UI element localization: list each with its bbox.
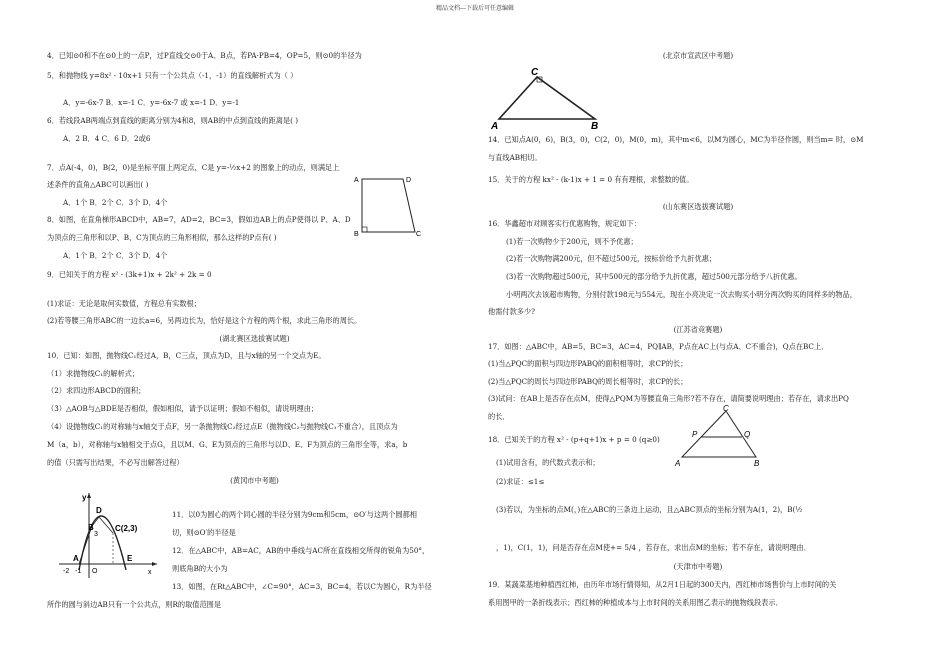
parabola-label-a: A [73, 554, 79, 563]
question-18-part3-line1: (3)若以，为坐标的点M(，)在△ABC的三条边上运动，且△ABC顶点的坐标分别为A(1，2)，B(½ [496, 505, 803, 514]
question-16-rule2: (2)若一次购物满200元，但不超过500元，按标价给予九折优惠； [506, 254, 717, 263]
question-5: 5．和抛物线 y=8x² - 10x+1 只有一个公共点（-1，-1）的直线解析式为（ ） [47, 71, 298, 80]
triangle-label-c: C [531, 67, 539, 78]
question-18: 18．已知关于的方程 x² - (p+q+1)x + p = 0 (q≥0) [488, 435, 660, 444]
trapezoid-label-a: A [354, 177, 359, 184]
question-10: 10．已知：如图，抛物线C₁经过A，B，C三点，顶点为D，且与x轴的另一个交点为E。 [47, 351, 326, 360]
trapezoid-figure [350, 170, 425, 240]
question-8-line2: 为顶点的三角形和以P、B、C为顶点的三角形相似，那么这样的P点有( ) [47, 233, 277, 242]
question-18-part2: (2)求证：≤1≤ [496, 477, 545, 486]
question-18-part1: (1)试用含有，的代数式表示和； [496, 458, 600, 467]
triangle-label-b: B [591, 121, 599, 132]
figure-label-b: B [754, 459, 760, 468]
axis-label-y: y [82, 493, 87, 502]
question-16-line4: 小明两次去该超市购物，分别付款198元与554元，现在小亮决定一次去购买小明分两次购买的同样多的物品， [506, 290, 857, 299]
question-8-options: A．1个 B．2个 C．3个 D．4个 [63, 251, 168, 260]
right-triangle-figure [485, 65, 610, 135]
question-10-part4-line2: M（a，b），对称轴与x轴相交于点G，且以M、G、E为顶点的三角形与以D、E、F为顶点的三角形全等，求a，b [47, 440, 408, 449]
question-11-line1: 11．以0为圆心的两个同心圆的半径分别为9cm和5cm，⊙O′与这两个圆都相 [172, 510, 417, 519]
question-14-line1: 14．已知点A(0，6)，B(3，0)，C(2，0)，M(0，m)，其中m<6，以M为圆心，MC为半径作圆，则当m= 时，⊙M [488, 135, 864, 144]
question-19-line2: 系用图甲的一条折线表示；西红柿的种植成本与上市时间的关系用图乙表示的抛物线段表示． [488, 598, 783, 607]
question-7-line1: 7．点A(-4，0)，B(2，0)是坐标平面上两定点，C是 y=-½x+2 的图象上的动点，则满足上 [47, 163, 340, 172]
question-14-line2: 与直线AB相切。 [488, 153, 542, 162]
parabola-label-3: 3 [94, 531, 98, 538]
question-16-rule1: (1)若一次购物少于200元，则不予优惠； [506, 237, 638, 246]
parabola-label-d: D [96, 506, 102, 515]
figure-label-a: A [675, 459, 681, 468]
question-10-part3: （3）△AOB与△BDE是否相似，假如相似，请予以证明；假如不相似，请说明理由； [47, 404, 319, 413]
parabola-figure [55, 490, 160, 580]
question-12-line1: 12．在△ABC中，AB=AC，AB的中垂线与AC所在直线相交所得的锐角为50°， [172, 546, 430, 555]
question-13-line1: 13．如图，在Rt△ABC中，∠C=90°，AC=3，BC=4，若以C为圆心，R为半径 [172, 582, 432, 591]
question-16: 16．华鑫超市对顾客实行优惠购物，规定如下： [488, 219, 641, 228]
figure-label-q: Q [744, 430, 751, 439]
question-13-line2: 所作的圆与斜边AB只有一个公共点，则R的取值范围是 [47, 600, 222, 609]
source-jiangsu: (江苏省竞赛题) [673, 325, 723, 334]
question-7-options: A．1个 B．2个 C．3个 D．4个 [63, 198, 168, 207]
axis-label-x: x [148, 569, 152, 576]
pq-triangle-figure [668, 405, 768, 470]
question-10-part2: （2）求四边形ABCD的面积； [47, 386, 146, 395]
question-11-line2: 切，则⊙O′的半径是 [172, 528, 236, 537]
tick-label-minus2: -2 [63, 568, 70, 575]
question-16-rule3: (3)若一次购物超过500元，其中500元的部分给予九折优惠，超过500元部分给予八折优惠。 [506, 272, 802, 281]
question-6: 6．若线段AB两端点到直线的距离分别为4和8，则AB的中点到直线的距离是( ) [47, 116, 298, 125]
source-tianjin: (天津市中考题) [673, 562, 723, 571]
question-17-part1: (1)当△PQC的面积与四边形PABQ的面积相等时，求CP的长； [488, 359, 688, 368]
question-9: 9．已知关于的方程 x² - (3k+1)x + 2k² + 2k = 0 [47, 270, 212, 279]
question-18-part3-line2: ，1)，C(1，1)，问是否存在点M使+= 5/4 ，若存在，求出点M的坐标；若不存在，请说明理由． [496, 543, 811, 552]
triangle-label-a: A [491, 121, 499, 132]
question-15: 15．关于的方程 kx² - (k-1)x + 1 = 0 有有理根，求整数的值。 [488, 175, 694, 184]
trapezoid-label-b: B [354, 231, 359, 238]
trapezoid-label-d: D [406, 177, 412, 184]
figure-label-p: P [692, 430, 698, 439]
question-10-part4-line3: 的值（只需写出结果，不必写出解答过程） [47, 458, 184, 467]
question-6-options: A．2 B．4 C．6 D．2或6 [63, 134, 151, 143]
tick-label-minus1: -1 [75, 568, 82, 575]
source-hubei: (湖北赛区选拔赛试题) [219, 334, 290, 343]
source-shandong: (山东赛区选拔赛试题) [662, 202, 734, 211]
question-12-line2: 则底角B的大小为 [172, 564, 228, 573]
question-9-part1: (1)求证：无论是取何实数值，方程总有实数根； [47, 299, 201, 308]
trapezoid-label-c: C [416, 231, 422, 238]
question-16-line5: 他需付款多少? [488, 307, 535, 316]
source-huanggang: (黄冈市中考题) [230, 476, 279, 485]
question-17: 17．如图：△ABC中，AB=5，BC=3，AC=4，PQ∥AB，P点在AC上(与点A、C不重合)，Q点在BC上． [488, 342, 829, 351]
question-17-part3-line1: (3)试问：在AB上是否存在点M，使得△PQM为等腰直角三角形?若不存在，请简要说明理由；若存在，请求出PQ [488, 394, 849, 403]
question-17-part3-line2: 的长． [488, 412, 510, 421]
question-10-part1: （1）求抛物线C₁的解析式； [47, 369, 140, 378]
question-17-part2: (2)当△PQC的周长与四边形PABQ的周长相等时，求CP的长； [488, 377, 688, 386]
parabola-label-c: C(2,3) [115, 524, 138, 533]
source-beijing: (北京市宣武区中考题) [662, 51, 734, 60]
question-19-line1: 19．某蔬菜基地种植西红柿，由历年市场行情得知，从2月1日起的300天内，西红柿市场售价与上市时间的关 [488, 580, 837, 589]
question-9-part2: (2)若等腰三角形ABC的一边长a=6，另两边长为，恰好是这个方程的两个根，求此三角形的周长。 [47, 316, 362, 325]
question-8-line1: 8．如图，在直角梯形ABCD中，AB=7，AD=2，BC=3，假如边AB上的点P使得以 P、A、D [47, 215, 351, 224]
question-10-part4-line1: （4）设抛物线C₁的对称轴与x轴交于点F，另一条抛物线C₂经过点E（抛物线C₂与抛物线C₁不重合），且顶点为 [47, 422, 398, 431]
figure-label-c: C [723, 405, 729, 413]
parabola-label-b: B [88, 523, 94, 532]
parabola-label-e: E [127, 554, 133, 563]
page-header: 精品文档---下载后可任意编辑 [435, 5, 515, 12]
question-7-line2: 述条件的直角△ABC可以画出( ) [47, 180, 149, 189]
question-4: 4．已知⊙0和不在⊙0上的一点P，过P直线交⊙0于A、B点，若PA·PB=4，OP=5，则⊙0的半径为 [47, 51, 362, 60]
origin-label: O [92, 568, 98, 575]
question-5-options: A．y=-6x-7 B．x=-1 C．y=-6x-7 或 x=-1 D．y=-1 [63, 98, 240, 107]
